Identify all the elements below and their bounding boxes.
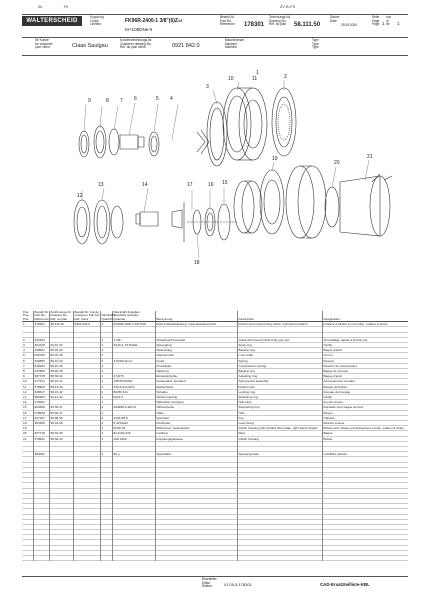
callout-14: 14 xyxy=(142,182,148,188)
table-cell: Boîtier xyxy=(323,436,333,441)
table-cell: Adjusting ring xyxy=(237,374,322,379)
exploded-view-drawing xyxy=(22,62,407,272)
table-cell: 13 xyxy=(22,395,33,400)
table-cell: 5 xyxy=(22,353,33,358)
table-cell: FK96R-2400-1 3/8"(6)Z... xyxy=(112,322,155,327)
table-cell: 50 g xyxy=(112,452,155,457)
type-label: Kupplung Clutch Limiteur xyxy=(90,15,104,27)
table-cell: 15 xyxy=(22,405,33,410)
table-cell: Laufring xyxy=(155,431,237,436)
callout-2: 2 xyxy=(284,74,287,80)
table-cell: 58.39.32 xyxy=(49,374,73,379)
table-cell: 338601 xyxy=(33,348,49,353)
part-number: 178301 xyxy=(244,22,265,28)
table-cell: 11 xyxy=(22,384,33,389)
table-cell: FK96-46 xyxy=(112,426,155,431)
table-cell: 55.38.55 xyxy=(49,415,73,420)
table-cell: 80x56,3x4 xyxy=(112,389,155,394)
table-cell: 56.39.47 xyxy=(49,410,73,415)
table-cell: 13x5x65,5 xyxy=(112,415,155,420)
table-cell: 3 xyxy=(22,343,33,348)
table-cell: 1 3/8" xyxy=(112,337,155,342)
table-cell: Schiebestift komplett xyxy=(155,337,237,342)
part-label: Bestell-Nr. Part No. Référence xyxy=(220,15,235,27)
table-cell: Anneau de blocage xyxy=(323,389,351,394)
drawing-number: 58.111.50 xyxy=(294,22,321,28)
table-cell: 7 xyxy=(22,363,33,368)
table-cell: 1 xyxy=(100,379,112,384)
table-cell: 1 xyxy=(100,353,112,358)
table-cell: Hub xyxy=(237,410,322,415)
callout-17: 17 xyxy=(187,182,193,188)
page-of-label: von of de xyxy=(386,15,392,27)
table-header-row xyxy=(22,311,408,322)
type-value: FK96R-2400-1 3/8"(6)ZV2 xyxy=(125,18,183,24)
table-cell: 1 xyxy=(100,374,112,379)
page-total: 1 xyxy=(397,21,400,26)
table-cell: Jeu de moyeu xyxy=(323,400,343,405)
table-cell: 1 xyxy=(100,410,112,415)
table-cell: Sperrkeil xyxy=(155,415,237,420)
callout-4: 4 xyxy=(170,96,173,102)
table-cell: 341503 xyxy=(33,337,49,342)
table-cell: Klotzfeder xyxy=(155,421,237,426)
table-cell: 378622 xyxy=(33,436,49,441)
callout-21: 21 xyxy=(367,154,373,160)
table-cell: 17x075 xyxy=(112,374,155,379)
callout-1: 1 xyxy=(256,70,259,76)
table-cell xyxy=(33,556,49,561)
table-cell: Key xyxy=(237,415,322,420)
table-cell: 378628 xyxy=(33,410,49,415)
table-cell: 130,3x2x170x3 xyxy=(112,384,155,389)
table-cell: 326850 xyxy=(33,358,49,363)
table-cell: Federpaket, komplett xyxy=(155,379,237,384)
table-cell: 14 xyxy=(22,400,33,405)
table-cell: Bague d'arrêt xyxy=(323,348,342,353)
table-cell: Backup ring xyxy=(237,348,322,353)
table-cell: 178301 xyxy=(33,322,49,327)
table-cell xyxy=(49,556,73,561)
table-cell: Accouplement complet xyxy=(323,379,355,384)
table-cell: 1 xyxy=(22,322,33,327)
table-cell xyxy=(22,556,33,561)
table-cell: 1 xyxy=(100,395,112,400)
table-cell: Spring xyxy=(237,358,322,363)
table-cell: 045283 xyxy=(33,363,49,368)
table-cell: 58.10.45 xyxy=(49,363,73,368)
table-cell: Rondelle pour bague de frein xyxy=(323,405,364,410)
table-cell: Sprengring xyxy=(155,343,237,348)
customer-label: für Kunde for customer pour client xyxy=(35,38,53,50)
table-cell: 58.34.35 xyxy=(49,421,73,426)
table-cell: 19 xyxy=(22,426,33,431)
table-cell: 4 xyxy=(100,421,112,426)
page-number: 1 xyxy=(382,21,385,26)
column-header: Benennung xyxy=(155,311,237,322)
table-cell: Clutch housing with welded drive plate, right-hand rotation xyxy=(237,426,322,431)
table-cell: 1 xyxy=(100,400,112,405)
table-cell: Stiftmutter (Gruppe) xyxy=(155,400,237,405)
table-cell: 104998-5-28x72 xyxy=(112,405,155,410)
table-cell: 2 xyxy=(100,389,112,394)
table-cell: 307718 xyxy=(33,431,49,436)
table-cell: 55.39.47 xyxy=(49,405,73,410)
table-cell: Spring pack assembly xyxy=(237,379,322,384)
callout-15: 15 xyxy=(222,180,228,186)
table-cell: 58.14.32 xyxy=(49,384,73,389)
table-cell: Ressort de compression xyxy=(323,363,357,368)
table-cell: Clutch housing xyxy=(237,436,322,441)
table-cell: Quick-disconnect (slide bolt) type spl. xyxy=(237,337,322,342)
table-cell: Backup ring xyxy=(237,369,322,374)
top-marks xyxy=(38,4,315,9)
table-cell: 0921 842.0 xyxy=(73,322,100,327)
table-cell: 367725 xyxy=(33,374,49,379)
table-cell: Ressort à lame xyxy=(323,421,345,426)
table-cell: Snap ring xyxy=(237,343,322,348)
leader-lines xyxy=(82,80,369,258)
table-row xyxy=(22,556,408,561)
date-value: 25.05.2005 xyxy=(341,23,357,27)
table-cell: 1 xyxy=(100,369,112,374)
table-cell: 55.32.35 xyxy=(49,431,73,436)
table-cell: 1 xyxy=(100,426,112,431)
table-cell xyxy=(112,556,155,561)
table-cell: Druckfeder xyxy=(155,363,237,368)
table-cell: 384051 xyxy=(33,452,49,457)
column-header: Zeichnungs-Nr. Drawing No. Réf. du plan xyxy=(50,310,72,321)
callout-8: 8 xyxy=(106,98,109,104)
table-cell: 58.111.50 xyxy=(49,322,73,327)
table-cell: 2 xyxy=(100,415,112,420)
callout-11: 11 xyxy=(252,76,258,82)
machine-label: Maschinenart Machine Machine xyxy=(225,38,245,50)
table-cell: 2 xyxy=(22,337,33,342)
callout-19: 19 xyxy=(272,156,278,162)
table-cell: 108/1970/204 xyxy=(112,379,155,384)
table-cell: 378620 xyxy=(33,384,49,389)
table-cell: 2 xyxy=(100,405,112,410)
column-header: Bestell-Nr. Kunde Customer Part No. Réf. client xyxy=(74,310,101,321)
table-cell: 378331 xyxy=(33,400,49,405)
footer-code: 01.05.5.178301 xyxy=(224,582,252,587)
callout-7: 7 xyxy=(120,98,123,104)
table-cell: Lubrifiant spécial xyxy=(323,452,347,457)
page-label: Seite Page Page xyxy=(372,15,380,27)
table-cell: 1 xyxy=(100,452,112,457)
top-mark: ZV B-FS xyxy=(279,4,296,9)
table-cell: 33x3x1,7/TSAGE xyxy=(112,343,155,348)
table-cell: 3,5x50x11x17 xyxy=(112,358,155,363)
table-cell: Ressort xyxy=(323,358,335,363)
table-cell: 307197 xyxy=(33,415,49,420)
table-cell: 6 xyxy=(22,358,33,363)
callout-13: 13 xyxy=(98,182,104,188)
column-header: Description xyxy=(237,311,322,322)
table-cell: Scheibe xyxy=(155,389,237,394)
table-cell: Reibscheibe xyxy=(155,384,237,389)
table-cell: Ring xyxy=(237,431,322,436)
callout-20: 20 xyxy=(334,160,340,166)
table-cell: Feder xyxy=(155,358,237,363)
table-cell: Limiteur à friction et roue libre, rotation à droite xyxy=(323,322,388,327)
table-cell: Bague d'arrêt xyxy=(323,374,342,379)
table-cell: 3 xyxy=(100,358,112,363)
table-cell: 108-2400 xyxy=(112,436,155,441)
table-cell: 045790 xyxy=(33,353,49,358)
table-cell: Stützring xyxy=(155,369,237,374)
table-cell: Compression spring xyxy=(237,363,322,368)
table-cell: 62.10.32 xyxy=(49,343,73,348)
table-cell: Spezialfett xyxy=(155,452,237,457)
table-cell: 8 xyxy=(22,369,33,374)
table-cell: Stützscheibe xyxy=(155,405,237,410)
table-cell: Nabe xyxy=(155,410,237,415)
table-cell: Verrouillage rapide à bouton spl. xyxy=(323,337,368,342)
callout-5: 5 xyxy=(156,96,159,102)
table-cell: 1 xyxy=(100,384,112,389)
table-cell: Circlip xyxy=(323,343,333,347)
top-assembly xyxy=(79,88,296,166)
callout-18: 18 xyxy=(194,260,200,266)
callout-10: 10 xyxy=(228,76,234,82)
table-cell: 1 xyxy=(100,436,112,441)
parts-table-body xyxy=(22,322,408,561)
table-cell: 382303 xyxy=(33,395,49,400)
table-cell: 9 xyxy=(22,374,33,379)
column-header: Stückzahl Quantity xyxy=(100,311,112,322)
table-cell: 1 xyxy=(100,322,112,327)
table-cell xyxy=(100,556,112,561)
table-cell: 55.25.32 xyxy=(49,348,73,353)
table-cell: Moyeu xyxy=(323,410,333,415)
table-cell: Leaf spring xyxy=(237,421,322,426)
callout-6: 6 xyxy=(134,96,137,102)
table-cell: Friction disc xyxy=(237,384,322,389)
table-cell: Disque de friction xyxy=(323,384,348,389)
table-cell: Circlip xyxy=(323,395,333,400)
customer-name: Claas Saulgau xyxy=(72,43,108,49)
table-cell: 52.14.42 xyxy=(49,395,73,400)
column-header: Stückzahl Angaben Specified Quantity Quantité xyxy=(112,311,155,322)
callout-16: 16 xyxy=(208,182,214,188)
column-header: Désignation xyxy=(322,311,408,322)
customer-drawing-label: Kundenzeichnungs-Nr. Customer drawing No. Réf. du plan client xyxy=(120,38,153,50)
table-cell: Abdeckring xyxy=(155,348,237,353)
table-cell: 21 xyxy=(22,436,33,441)
table-cell: Sicherungsring xyxy=(155,395,237,400)
table-cell: 368517 xyxy=(33,389,49,394)
table-cell: 304145 xyxy=(33,343,49,348)
table-cell: Kupplungsgehäuse xyxy=(155,436,237,441)
top-mark: FK xyxy=(63,4,69,9)
parts-list-table xyxy=(22,311,408,561)
table-cell: 55.33.35 xyxy=(49,353,73,358)
table-cell: Bague xyxy=(323,431,333,436)
date-label: Datum Date xyxy=(330,15,340,23)
table-cell: Lock collar xyxy=(237,353,322,358)
table-cell: Einstellscheibe xyxy=(155,374,237,379)
table-cell: 58.39.43 xyxy=(49,436,73,441)
callout-3: 3 xyxy=(206,84,209,90)
bottom-assembly xyxy=(74,166,392,244)
column-header: Pos. Pos. Pos. xyxy=(22,311,33,322)
table-cell xyxy=(322,556,408,561)
footer-document-type: CAD-Ersatzteilliste-KBL xyxy=(320,582,370,587)
table-cell: Retaining ring xyxy=(237,395,322,400)
table-cell: 1 xyxy=(100,343,112,348)
table-cell: Hub assy xyxy=(237,400,322,405)
table-cell: 1 xyxy=(100,337,112,342)
table-cell: 1 xyxy=(100,348,112,353)
type-sub: M+105DNe-II xyxy=(125,27,153,32)
table-cell: 1 xyxy=(100,431,112,436)
table-cell xyxy=(237,556,322,561)
table-cell xyxy=(155,556,237,561)
footer-label: Bearbeiter Editor Éditeur xyxy=(202,577,217,589)
table-cell: 84,4x62,4x8 xyxy=(112,431,155,436)
callout-12: 12 xyxy=(77,193,83,199)
table-cell: 5,4x54x84 xyxy=(112,421,155,426)
table-cell: 17 xyxy=(22,415,33,420)
table-cell: 047805 xyxy=(33,369,49,374)
table-cell: 377412 xyxy=(33,379,49,384)
table-cell: 55.26.35 xyxy=(49,369,73,374)
table-cell: 58.10.33 xyxy=(49,358,73,363)
column-header: Bestell-Nr. Part No. Référence xyxy=(34,310,49,321)
table-cell: 16 xyxy=(22,410,33,415)
table-cell: 1 xyxy=(100,363,112,368)
table-cell: Locking ring xyxy=(237,389,322,394)
table-cell: Boîtier avec disque d'entraînement soudé, rotation à droite xyxy=(323,426,404,431)
table-cell: Mitnehmer, Gelenkwelle xyxy=(155,426,237,431)
table-cell: Bague de retenue xyxy=(323,369,349,374)
table-cell: 52x2,5 xyxy=(112,395,155,400)
table-cell: Reib-Freilaufkupplung, Gelenkwellenanschl. xyxy=(155,322,237,327)
table-cell: Clavette xyxy=(323,415,335,420)
table-row xyxy=(22,322,408,327)
callouts xyxy=(77,70,373,266)
drawing-label: Zeichnungs-Nr. Drawing No. Réf. du plan xyxy=(269,15,291,27)
table-cell: 4 xyxy=(22,348,33,353)
table-cell: Spannmutter xyxy=(155,353,237,358)
callout-9: 9 xyxy=(88,98,91,104)
table-cell: 363185 xyxy=(33,421,49,426)
table-cell: Verrou xyxy=(323,353,333,358)
customer-drawing-number: 0921 842.0 xyxy=(172,43,200,49)
brand-logo: WALTERSCHEID xyxy=(22,16,82,26)
table-cell: 12 xyxy=(22,389,33,394)
top-mark: 5b xyxy=(38,4,43,9)
table-cell: Friction and overrunning clutch, right-hand rotation xyxy=(237,322,322,327)
table-cell: Special grease xyxy=(237,452,322,457)
table-cell: Supporting ring xyxy=(237,405,322,410)
table-cell: 20 xyxy=(22,431,33,436)
table-cell: 18 xyxy=(22,421,33,426)
table-cell: 364205 xyxy=(33,405,49,410)
table-cell xyxy=(73,556,100,561)
table-cell: 58.15.31 xyxy=(49,379,73,384)
type-field-label: Type Type Type xyxy=(312,38,319,50)
table-cell: 10 xyxy=(22,379,33,384)
table-cell: 58.19.42 xyxy=(49,389,73,394)
